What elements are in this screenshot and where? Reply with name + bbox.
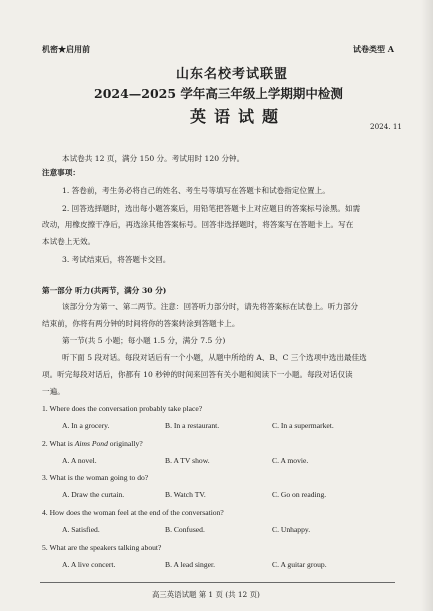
exam-date: 2024. 11 xyxy=(370,122,403,131)
notice-item: 1. 答卷前，考生务必将自己的姓名、考生号等填写在答题卡和试卷指定位置上。 xyxy=(62,186,330,195)
question-3: 3. What is the woman going to do? xyxy=(42,473,149,482)
question-1: 1. Where does the conversation probably take place? xyxy=(42,404,203,413)
footer-divider xyxy=(40,582,395,583)
notice-item: 3. 考试结束后，将答题卡交回。 xyxy=(62,255,171,264)
option-b: B. In a restaurant. xyxy=(165,421,220,430)
directions-text: 项。听完每段对话后，你都有 10 秒钟的时间来回答有关小题和阅读下一小题。每段对话仅读 xyxy=(42,370,353,379)
directions-text: 一遍。 xyxy=(42,387,65,396)
option-a: A. Draw the curtain. xyxy=(62,490,125,499)
exam-intro: 本试卷共 12 页，满分 150 分。考试用时 120 分钟。 xyxy=(62,154,245,163)
option-a: A. Satisfied. xyxy=(62,525,100,534)
exam-alliance-title: 山东名校考试联盟 xyxy=(176,67,289,82)
option-a: A. In a grocery. xyxy=(62,421,110,430)
subject-title: 英语试题 xyxy=(190,107,287,126)
confidential-label: 机密★启用前 xyxy=(42,44,90,54)
option-c: C. In a supermarket. xyxy=(272,421,334,430)
option-b: B. A lead singer. xyxy=(165,560,215,569)
notice-item: 2. 回答选择题时，选出每小题答案后，用铅笔把答题卡上对应题目的答案标号涂黑。如需 xyxy=(62,204,361,213)
option-c: C. Go on reading. xyxy=(272,490,327,499)
notice-heading: 注意事项： xyxy=(42,168,80,177)
question-5: 5. What are the speakers talking about? xyxy=(42,543,162,552)
question-emphasis: Aims Pond xyxy=(74,439,108,448)
exam-term-title: 2024—2025 学年高三年级上学期期中检测 xyxy=(94,86,343,101)
part-heading: 第一节(共 5 小题；每小题 1.5 分，满分 7.5 分) xyxy=(62,336,226,345)
section-paragraph: 该部分分为第一、第二两节。注意：回答听力部分时，请先将答案标在试卷上。听力部分 xyxy=(62,302,359,311)
scan-edge-shadow xyxy=(421,0,433,611)
section-paragraph: 结束前，你将有两分钟的时间将你的答案转涂到答题卡上。 xyxy=(42,319,240,328)
question-4: 4. How does the woman feel at the end of the conversation? xyxy=(42,508,224,517)
option-b: B. Watch TV. xyxy=(165,490,206,499)
page-footer: 高三英语试题 第 1 页 (共 12 页) xyxy=(152,590,260,599)
question-2: 2. What is Aims Pond originally? xyxy=(42,439,143,448)
section-heading: 第一部分 听力(共两节，满分 30 分) xyxy=(42,286,167,295)
paper-type-label: 试卷类型 A xyxy=(353,44,394,54)
option-a: A. A live concert. xyxy=(62,560,116,569)
option-b: B. Confused. xyxy=(165,525,205,534)
option-c: C. A movie. xyxy=(272,456,309,465)
option-c: C. Unhappy. xyxy=(272,525,311,534)
directions-text: 听下面 5 段对话。每段对话后有一个小题，从题中所给的 A、B、C 三个选项中选出最佳选 xyxy=(62,353,367,362)
notice-item: 改动，用橡皮擦干净后，再选涂其他答案标号。回答非选择题时，将答案写在答题卡上。写在 xyxy=(42,220,354,229)
option-a: A. A novel. xyxy=(62,456,97,465)
option-b: B. A TV show. xyxy=(165,456,210,465)
option-c: C. A guitar group. xyxy=(272,560,327,569)
notice-item: 本试卷上无效。 xyxy=(42,237,96,246)
